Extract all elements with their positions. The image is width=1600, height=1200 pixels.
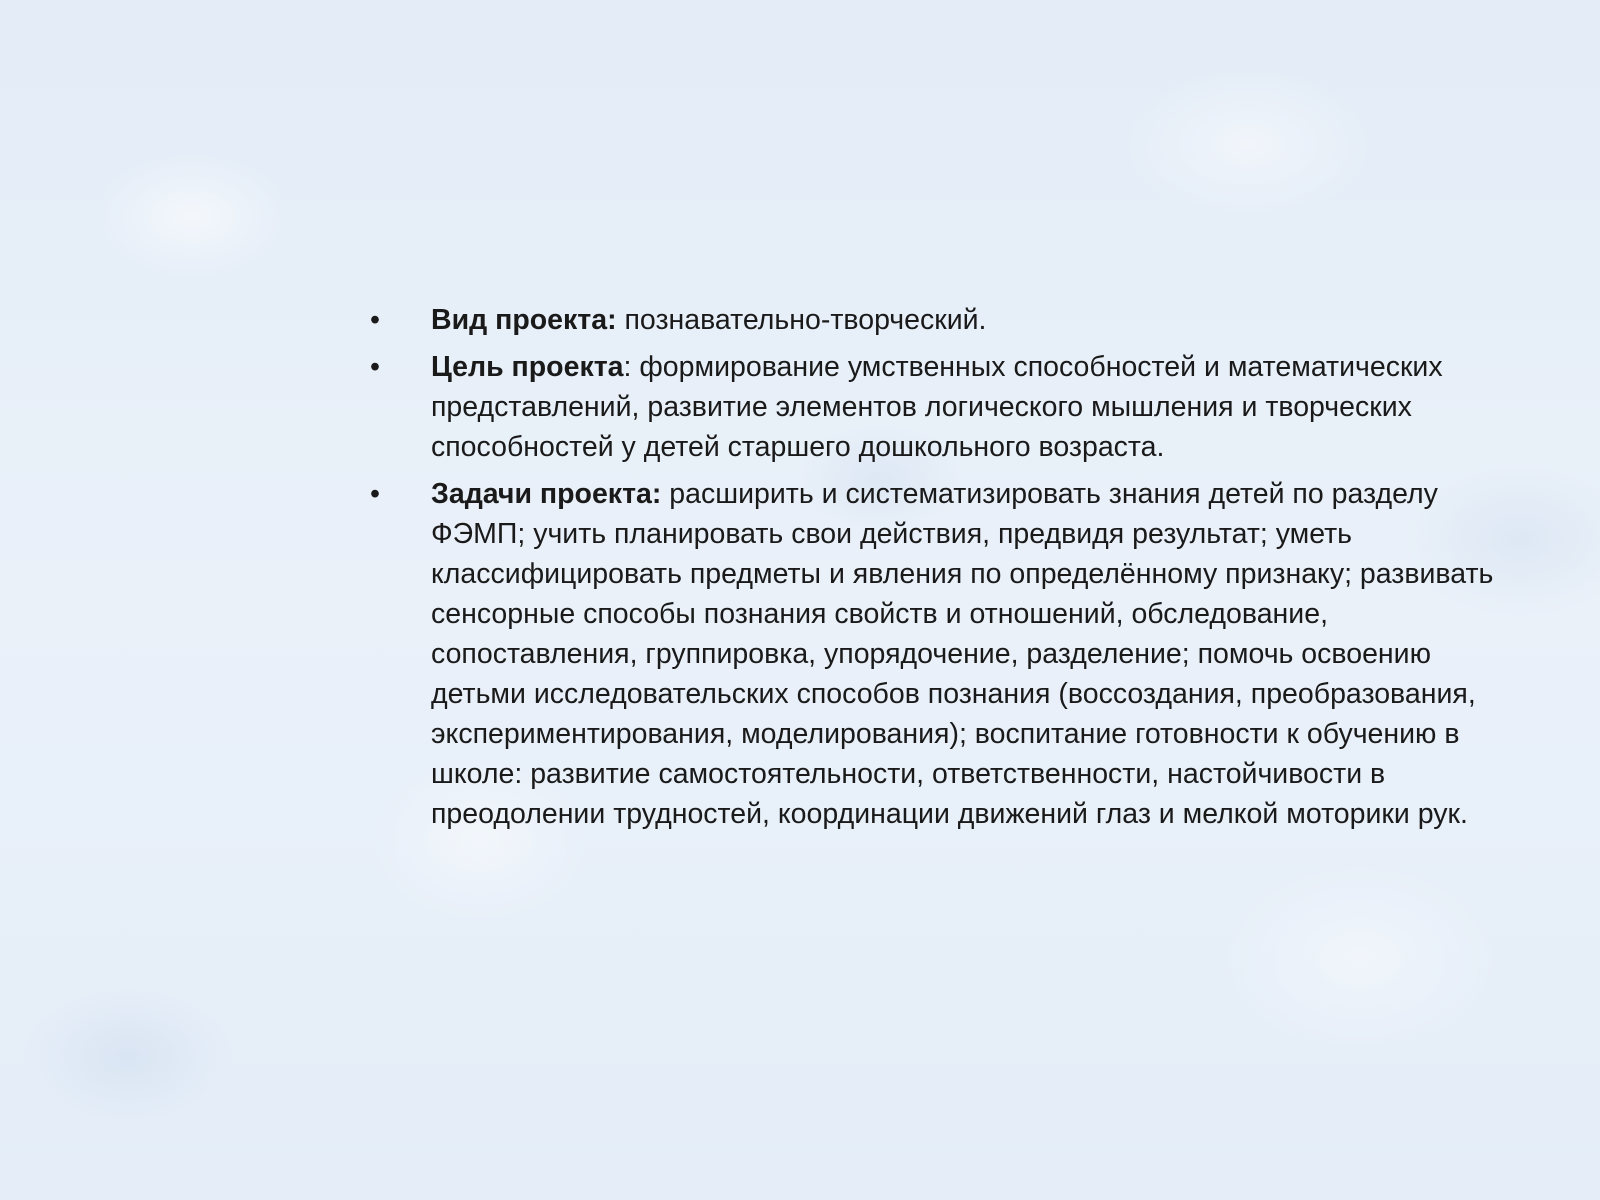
bullet-icon: •: [370, 304, 380, 336]
project-type-term: Вид проекта:: [431, 304, 617, 336]
bullet-item-project-goal: [365, 347, 1495, 467]
project-goal-term: Цель проекта: [431, 351, 624, 383]
project-goal-text: : формирование умственных способностей и математических представлений, развитие элементов логического мышления и творческих способностей у детей старшего дошкольного возраста.: [431, 351, 1443, 463]
project-tasks-text: расширить и систематизировать знания детей по разделу ФЭМП; учить планировать свои действия, предвидя результат; уметь классифицировать предметы и явления по определённому признаку; развивать сенсорные способы познания свойств и отношений, обследование, сопоставления, группировка, упорядочение, разделение; помочь освоению детьми исследовательских способов познания (воссоздания, преобразования, экспериментирования, моделирования); воспитание готовности к обучению в школе: развитие самостоятельности, ответственности, настойчивости в преодолении трудностей, координации движений глаз и мелкой моторики рук.: [431, 478, 1494, 830]
project-type-text: познавательно-творческий.: [616, 304, 987, 336]
slide-body: [365, 300, 1495, 841]
bullet-icon: •: [370, 478, 380, 510]
bullet-item-project-tasks: [365, 474, 1495, 834]
bullet-item-project-type: [365, 300, 1495, 340]
project-tasks-term: Задачи проекта:: [431, 478, 662, 510]
bullet-icon: •: [370, 351, 380, 383]
